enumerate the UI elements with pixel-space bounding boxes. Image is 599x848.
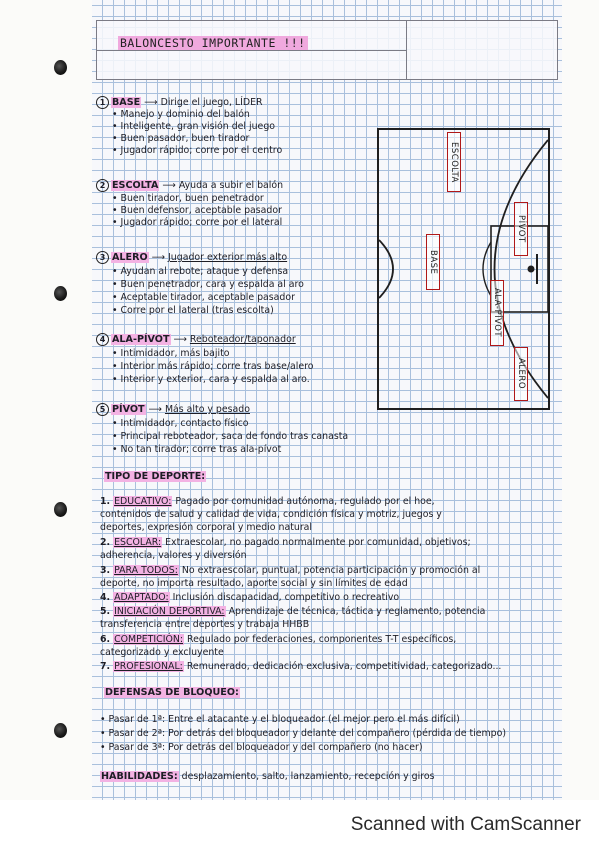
defensa-item: • Pasar de 2ª: Por detrás del bloqueador y delante del compañero (pérdida de tiempo) <box>100 728 507 739</box>
list-item: • Principal reboteador, saca de fondo tras canasta <box>112 431 349 442</box>
section-arrow-text: Ayuda a subir el balón <box>178 180 284 191</box>
defensa-item: • Pasar de 1ª: Entre el atacante y el bloqueador (el mejor pero el más difícil) <box>100 714 460 725</box>
header-divider <box>97 50 407 51</box>
list-item: • Manejo y dominio del balón <box>112 109 250 120</box>
court-label-ala-pivot: ALA-PÍVOT <box>490 280 504 346</box>
habilidades-line: HABILIDADES: desplazamiento, salto, lanzamiento, recepción y giros <box>101 771 435 782</box>
scanner-footer <box>0 800 599 848</box>
defensa-item: • Pasar de 3ª: Por detrás del bloqueador y del compañero (no hacer) <box>100 742 423 753</box>
hoop <box>528 266 535 273</box>
deporte-item: 1. EDUCATIVO: Pagado por comunidad autónoma, regulado por el hoe, <box>100 496 435 507</box>
number-badge: 3 <box>96 251 109 264</box>
list-item: • Jugador rápido; corre por el centro <box>112 145 283 156</box>
section-base: 1 BASE ⟶ Dirige el juego, LÍDER <box>96 96 263 109</box>
section-label: PÍVOT <box>112 404 145 415</box>
deporte-item: deporte, no importa resultado, aporte social y sin límites de edad <box>100 578 408 589</box>
deporte-item: 2. ESCOLAR: Extraescolar, no pagado normalmente por comunidad, objetivos; <box>100 537 471 548</box>
list-item: • Buen penetrador, cara y espalda al aro <box>112 279 304 290</box>
court-label-base: BASE <box>426 234 440 290</box>
section-label: ALA-PÍVOT <box>112 334 170 345</box>
binder-hole-icon <box>54 502 67 517</box>
list-item: • Inteligente, gran visión del juego <box>112 121 276 132</box>
section-arrow-text: Más alto y pesado <box>164 404 250 415</box>
list-item: • Ayudan al rebote; ataque y defensa <box>112 266 289 277</box>
section-label: ESCOLTA <box>112 180 159 191</box>
section-label: ALERO <box>112 252 148 263</box>
scanner-watermark: Scanned with CamScanner <box>350 814 581 835</box>
deporte-item: 5. INICIACIÓN DEPORTIVA: Aprendizaje de técnica, táctica y reglamento, potencia <box>100 606 486 617</box>
binder-hole-icon <box>54 60 67 75</box>
list-item: • Buen pasador, buen tirador <box>112 133 250 144</box>
header-box <box>96 20 558 80</box>
deporte-heading: TIPO DE DEPORTE: <box>105 471 206 482</box>
list-item: • Interior más rápido; corre tras base/alero <box>112 361 314 372</box>
list-item: • Aceptable tirador, aceptable pasador <box>112 292 295 303</box>
section-arrow-text: Reboteador/taponador <box>189 334 296 345</box>
list-item: • Corre por el lateral (tras escolta) <box>112 305 274 316</box>
deporte-item: 3. PARA TODOS: No extraescolar, puntual, potencia participación y promoción al <box>100 565 481 576</box>
number-badge: 2 <box>96 179 109 192</box>
center-circle <box>379 240 393 298</box>
deporte-item: adherencia, valores y diversión <box>100 550 247 561</box>
section-escolta: 2 ESCOLTA ⟶ Ayuda a subir el balón <box>96 179 283 192</box>
list-item: • Interior y exterior, cara y espalda al aro. <box>112 374 310 385</box>
deporte-item: contenidos de salud y calidad de vida, condición física y motriz, juegos y <box>100 509 442 520</box>
deporte-item: categorizado y excluyente <box>100 647 224 658</box>
deporte-item: deportes, expresión corporal y medio natural <box>100 522 313 533</box>
section-alero: 3 ALERO ⟶ Jugador exterior más alto <box>96 251 287 264</box>
number-badge: 1 <box>96 96 109 109</box>
page-title: BALONCESTO IMPORTANTE !!! <box>120 36 306 50</box>
deporte-item: 6. COMPETICIÓN: Regulado por federaciones, componentes T-T específicos, <box>100 634 457 645</box>
section-label: BASE <box>112 97 141 108</box>
court-label-pivot: PÍVOT <box>514 202 528 256</box>
binder-hole-icon <box>54 723 67 738</box>
section-arrow-text: Dirige el juego, LÍDER <box>160 97 263 108</box>
list-item: • Intimidador, contacto físico <box>112 418 249 429</box>
section-ala-pivot: 4 ALA-PÍVOT ⟶ Reboteador/taponador <box>96 333 296 346</box>
court-label-alero: ALERO <box>514 347 528 401</box>
header-divider <box>406 21 407 79</box>
defensas-heading: DEFENSAS DE BLOQUEO: <box>105 687 239 698</box>
number-badge: 4 <box>96 333 109 346</box>
deporte-item: transferencia entre deportes y trabaja HHBB <box>100 619 310 630</box>
section-arrow-text: Jugador exterior más alto <box>168 252 288 263</box>
court-label-escolta: ESCOLTA <box>447 132 461 192</box>
number-badge: 5 <box>96 403 109 416</box>
deporte-item: 4. ADAPTADO: Inclusión discapacidad, competitivo o recreativo <box>100 592 400 603</box>
list-item: • No tan tirador; corre tras ala-pívot <box>112 444 282 455</box>
section-pivot: 5 PÍVOT ⟶ Más alto y pesado <box>96 403 250 416</box>
deporte-item: 7. PROFESIONAL: Remunerado, dedicación exclusiva, competitividad, categorizado... <box>100 661 502 672</box>
list-item: • Buen tirador, buen penetrador <box>112 193 264 204</box>
list-item: • Intimidador, más bajito <box>112 348 230 359</box>
list-item: • Jugador rápido; corre por el lateral <box>112 217 283 228</box>
binder-hole-icon <box>54 286 67 301</box>
list-item: • Buen defensor, aceptable pasador <box>112 205 282 216</box>
